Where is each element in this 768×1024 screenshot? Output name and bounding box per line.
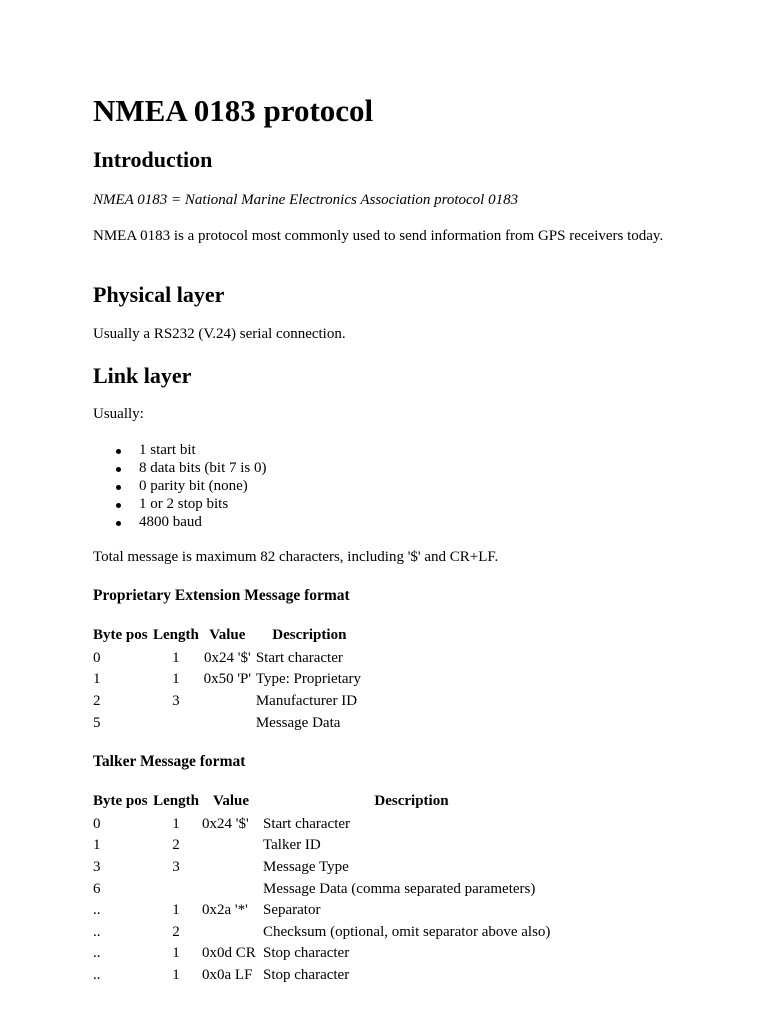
- table-row: [93, 921, 563, 943]
- table-cell: 1: [172, 945, 180, 962]
- table-row: [93, 943, 563, 965]
- table-row: [93, 712, 366, 734]
- column-header: Length: [153, 793, 199, 809]
- table-cell: 0: [93, 815, 101, 832]
- list-item: 1 or 2 stop bits: [93, 495, 267, 513]
- table-row: [93, 899, 563, 921]
- talker-heading: Talker Message format: [93, 753, 246, 770]
- table-cell: ..: [93, 923, 101, 940]
- table-cell: [202, 856, 263, 878]
- table-cell: 0: [93, 649, 101, 666]
- physical-layer-text: Usually a RS232 (V.24) serial connection.: [93, 326, 346, 342]
- table-row: [93, 690, 366, 712]
- table-cell: 5: [93, 714, 101, 731]
- proprietary-format-table: [93, 625, 366, 733]
- link-layer-total: Total message is maximum 82 characters, including '$' and CR+LF.: [93, 549, 499, 565]
- link-layer-bullet-list: [93, 441, 267, 531]
- column-header: Length: [153, 627, 199, 643]
- table-cell: 0x2a '*': [202, 902, 248, 919]
- link-layer-heading: Link layer: [93, 363, 192, 388]
- table-cell: 6: [93, 880, 101, 897]
- list-item: 1 start bit: [93, 441, 267, 459]
- proprietary-heading: Proprietary Extension Message format: [93, 587, 350, 604]
- table-cell: 1: [172, 671, 180, 688]
- table-cell: 1: [93, 671, 101, 688]
- table-row: [93, 813, 563, 835]
- physical-layer-heading: Physical layer: [93, 282, 225, 307]
- introduction-heading: Introduction: [93, 147, 213, 172]
- table-cell: 0x0a LF: [202, 966, 253, 983]
- column-header: Value: [209, 627, 246, 643]
- table-cell: 2: [172, 923, 180, 940]
- table-cell: 1: [93, 837, 101, 854]
- column-header: Description: [272, 627, 347, 643]
- table-row: [93, 669, 366, 691]
- table-cell: ..: [93, 902, 101, 919]
- table-cell: 0x24 '$': [202, 815, 249, 832]
- list-item: 4800 baud: [93, 513, 267, 531]
- table-cell: Start character: [255, 649, 343, 666]
- table-cell: Start character: [263, 815, 351, 832]
- table-cell: 3: [172, 692, 180, 709]
- table-cell: Stop character: [263, 945, 350, 962]
- list-item: 8 data bits (bit 7 is 0): [93, 459, 267, 477]
- table-cell: [202, 921, 263, 943]
- list-item: 0 parity bit (none): [93, 477, 267, 495]
- table-cell: 1: [172, 649, 180, 666]
- table-cell: 0x0d CR: [202, 945, 256, 962]
- column-header: Byte pos: [93, 627, 148, 643]
- talker-format-table: [93, 791, 563, 986]
- table-cell: Separator: [263, 902, 321, 919]
- table-cell: ..: [93, 945, 101, 962]
- page-title: NMEA 0183 protocol: [93, 93, 374, 128]
- table-cell: Talker ID: [263, 837, 321, 854]
- table-cell: 1: [172, 902, 180, 919]
- table-cell: Message Data: [255, 714, 341, 731]
- table-row: [93, 835, 563, 857]
- introduction-definition: NMEA 0183 = National Marine Electronics Association protocol 0183: [93, 192, 519, 208]
- table-cell: 3: [93, 858, 101, 875]
- table-cell: Checksum (optional, omit separator above also): [263, 923, 551, 940]
- table-row: [93, 878, 563, 900]
- table-cell: ..: [93, 966, 101, 983]
- table-cell: 0x50 'P': [203, 671, 252, 688]
- table-cell: Type: Proprietary: [255, 671, 362, 688]
- column-header: Byte pos: [93, 793, 148, 809]
- table-cell: [153, 878, 202, 900]
- table-cell: 2: [172, 837, 180, 854]
- table-header-row: [93, 791, 563, 813]
- table-row: [93, 856, 563, 878]
- introduction-description: NMEA 0183 is a protocol most commonly used to send information from GPS receivers today.: [93, 228, 664, 244]
- table-cell: 3: [172, 858, 180, 875]
- table-cell: [202, 690, 256, 712]
- table-cell: Stop character: [263, 966, 350, 983]
- table-cell: 0x24 '$': [204, 649, 251, 666]
- table-cell: 1: [172, 966, 180, 983]
- link-layer-intro: Usually:: [93, 406, 144, 422]
- column-header: Description: [374, 793, 449, 809]
- table-cell: 2: [93, 692, 101, 709]
- table-cell: Manufacturer ID: [255, 692, 358, 709]
- table-cell: Message Type: [263, 858, 349, 875]
- table-cell: Message Data (comma separated parameters): [263, 880, 536, 897]
- table-cell: [153, 712, 202, 734]
- table-cell: [202, 712, 256, 734]
- column-header: Value: [212, 793, 250, 809]
- table-row: [93, 647, 366, 669]
- table-cell: [202, 878, 263, 900]
- table-row: [93, 964, 563, 986]
- table-cell: 1: [172, 815, 180, 832]
- table-header-row: [93, 625, 366, 647]
- table-cell: [202, 835, 263, 857]
